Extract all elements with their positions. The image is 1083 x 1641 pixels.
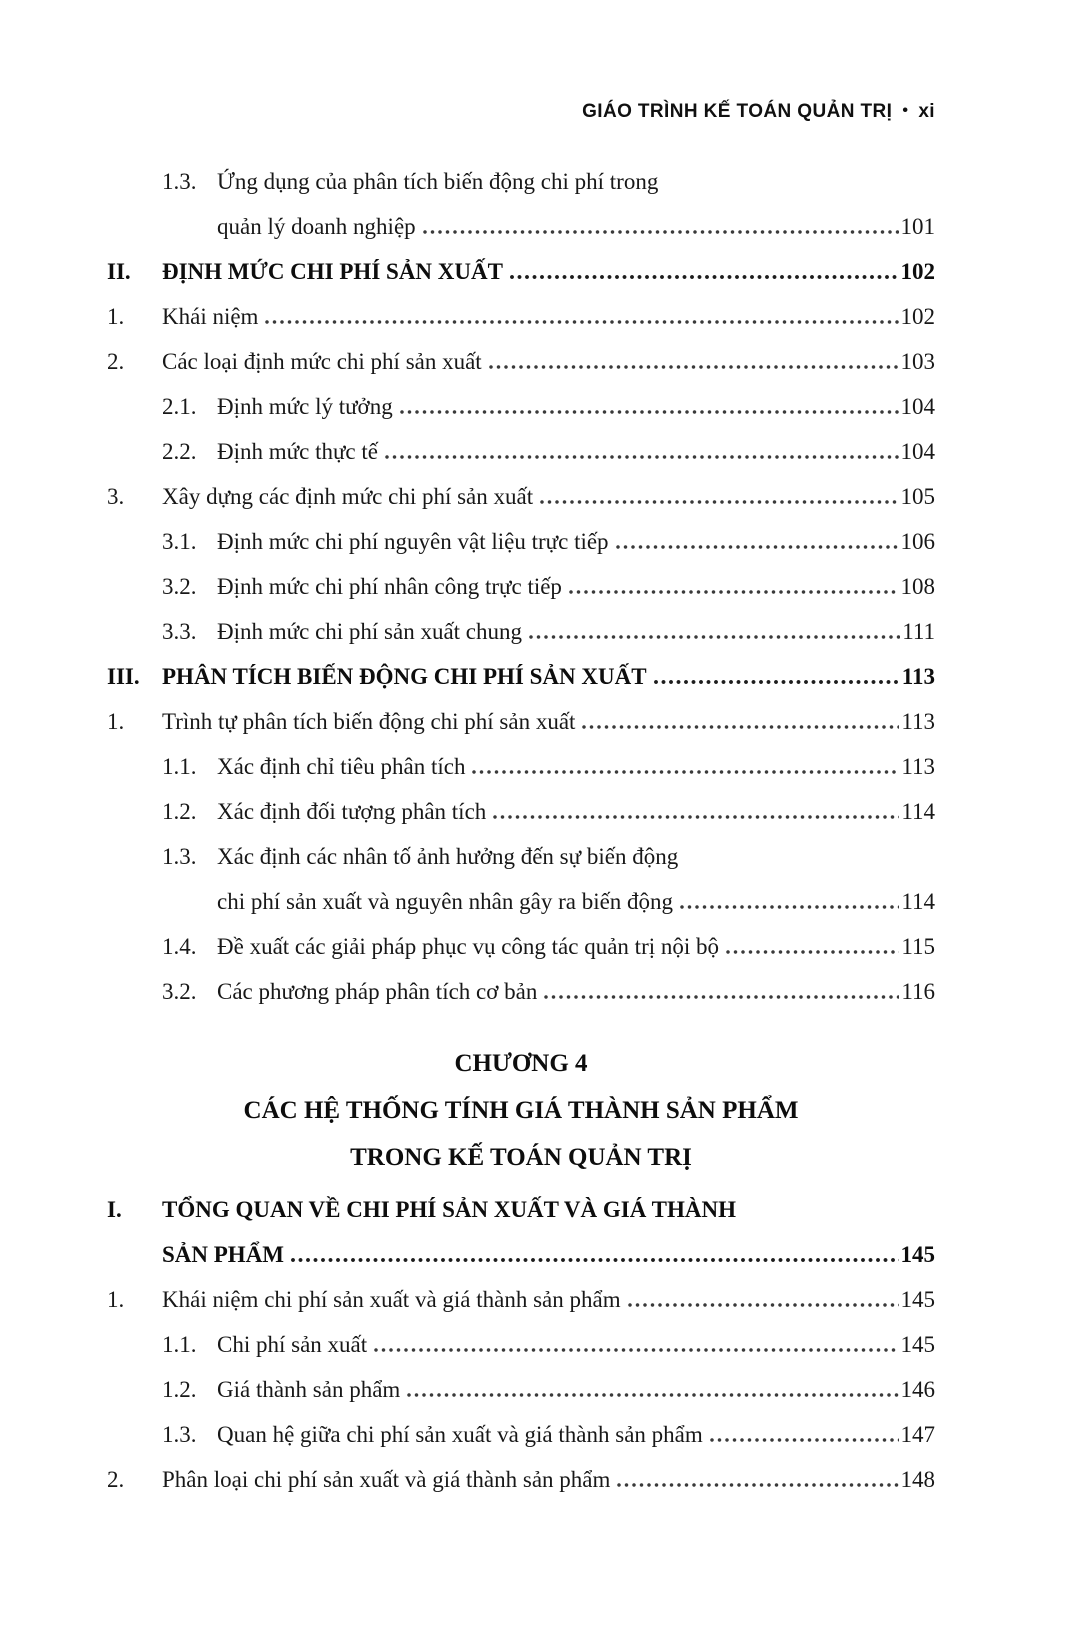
toc-entry-number: 3.2. [162,979,197,1004]
toc-entry [107,294,935,339]
toc-entry-number: 1. [107,1287,125,1312]
toc-entry-number: I. [107,1197,122,1222]
toc-entry [107,249,935,294]
toc-entry-line [162,249,935,294]
toc-entry-line [217,1322,935,1367]
toc-entry-content [217,834,935,924]
dot-leader [680,905,899,909]
toc-entry-number: 1.2. [162,799,197,824]
toc-entry-page: 101 [900,214,935,239]
toc-entry [162,159,935,249]
chapter-number: CHƯƠNG 4 [454,1050,588,1077]
toc-entry-page: 113 [901,709,935,734]
toc-entry-line [162,339,935,384]
toc-entry-number: 3. [107,484,125,509]
dot-leader [654,680,900,684]
toc-entry-content [217,789,935,834]
toc-entry-line [162,474,935,519]
toc-entry [162,969,935,1014]
toc-entry [107,654,935,699]
toc-entry [162,924,935,969]
dot-leader [510,275,899,279]
dot-leader [423,230,899,234]
toc-entry [162,789,935,834]
toc-entry-number: 1.2. [162,1377,197,1402]
toc-entry-page: 108 [900,574,935,599]
toc-entry-number: 2.1. [162,394,197,419]
running-header [107,100,935,125]
toc-entry-content [162,474,935,519]
toc-entry [162,744,935,789]
toc-entry-text: Khái niệm chi phí sản xuất và giá thành sản phẩm [162,1287,621,1312]
toc-entry-content [217,519,935,564]
toc-entry-page: 145 [900,1332,935,1357]
toc-entry [162,1412,935,1457]
toc-entry-page: 104 [900,394,935,419]
toc-entry-content [217,609,935,654]
toc-entry-text: quản lý doanh nghiệp [217,214,416,239]
toc-entry-line [162,1457,935,1502]
toc-list-chapter3 [107,159,935,1014]
dot-leader [472,770,899,774]
toc-entry-line [217,159,935,204]
toc-entry [107,474,935,519]
toc-entry-number: II. [107,259,131,284]
book-title: GIÁO TRÌNH KẾ TOÁN QUẢN TRỊ [582,101,893,122]
toc-entry-text: Xác định đối tượng phân tích [217,799,487,824]
toc-entry-content [162,699,935,744]
toc-entry-number: 1.4. [162,934,197,959]
toc-entry-line [162,1277,935,1322]
toc-entry-content [217,969,935,1014]
toc-entry-line [217,609,935,654]
toc-entry [162,1322,935,1367]
dot-leader [710,1438,899,1442]
toc-entry-page: 147 [900,1422,935,1447]
toc-entry-page: 116 [901,979,935,1004]
dot-leader [291,1258,898,1262]
toc-list-chapter4 [107,1187,935,1502]
toc-entry-line [217,384,935,429]
toc-entry [162,609,935,654]
toc-entry-text: Định mức chi phí sản xuất chung [217,619,523,644]
toc-entry-number: 2. [107,1467,125,1492]
toc-entry [107,339,935,384]
toc-entry-line [217,429,935,474]
toc-entry-number: 2.2. [162,439,197,464]
toc-entry-text: Giá thành sản phẩm [217,1377,401,1402]
toc-entry-text: PHÂN TÍCH BIẾN ĐỘNG CHI PHÍ SẢN XUẤT [162,664,647,689]
toc-entry-text: SẢN PHẨM [162,1242,285,1267]
toc-entry-page: 103 [900,349,935,374]
dot-leader [628,1303,899,1307]
dot-leader [529,635,900,639]
toc-entry-text: Phân loại chi phí sản xuất và giá thành sản phẩm [162,1467,611,1492]
toc-entry-number: 3.3. [162,619,197,644]
toc-entry-line [217,924,935,969]
dot-leader [540,500,898,504]
toc-entry-text: Ứng dụng của phân tích biến động chi phí trong [217,169,659,194]
toc-entry-content [217,429,935,474]
dot-leader [493,815,899,819]
toc-entry-line [162,654,935,699]
toc-entry-content [162,654,935,699]
toc-entry-text: ĐỊNH MỨC CHI PHÍ SẢN XUẤT [162,259,503,284]
toc-entry-content [162,294,935,339]
toc-entry-line [217,834,935,879]
dot-leader [582,725,899,729]
toc-entry-text: TỔNG QUAN VỀ CHI PHÍ SẢN XUẤT VÀ GIÁ THÀNH [162,1197,737,1222]
dot-leader [569,590,899,594]
dot-leader [265,320,898,324]
toc-entry-line [217,969,935,1014]
toc-entry-text: Khái niệm [162,304,259,329]
toc-entry-text: Xác định các nhân tố ảnh hưởng đến sự biến động [217,844,679,869]
toc-entry-content [217,1412,935,1457]
toc-entry-number: 1. [107,709,125,734]
toc-entry [162,429,935,474]
toc-entry-page: 111 [902,619,935,644]
toc-entry-number: 3.1. [162,529,197,554]
toc-entry-line [217,204,935,249]
toc-entry-text: Định mức lý tưởng [217,394,393,419]
toc-entry [162,834,935,924]
toc-entry-number: III. [107,664,140,689]
toc-entry-number: 1.1. [162,1332,197,1357]
toc-entry-number: 1.1. [162,754,197,779]
toc-entry-number: 1.3. [162,1422,197,1447]
toc-entry-text: Đề xuất các giải pháp phục vụ công tác quản trị nội bộ [217,934,720,959]
toc-entry [107,1457,935,1502]
toc-entry-line [162,699,935,744]
toc-entry-text: Chi phí sản xuất [217,1332,368,1357]
toc-entry-line [217,744,935,789]
toc-entry-page: 104 [900,439,935,464]
toc-entry-text: Các loại định mức chi phí sản xuất [162,349,482,374]
toc-entry-content [217,159,935,249]
dot-leader [489,365,899,369]
dot-leader [726,950,899,954]
toc-entry-text: Định mức chi phí nhân công trực tiếp [217,574,562,599]
toc-entry [162,1367,935,1412]
toc-entry-content [217,564,935,609]
dot-leader [544,995,899,999]
dot-leader [407,1393,898,1397]
toc-entry-text: Xác định chỉ tiêu phân tích [217,754,466,779]
toc-entry-line [217,519,935,564]
toc-entry-content [162,339,935,384]
header-page-number: xi [918,101,935,122]
toc-entry [162,564,935,609]
toc-entry-text: Định mức chi phí nguyên vật liệu trực tiếp [217,529,609,554]
toc-entry-line [217,564,935,609]
toc-entry-line [217,879,935,924]
toc-entry-page: 145 [900,1287,935,1312]
toc-entry-page: 145 [900,1242,935,1267]
toc-entry-content [217,1322,935,1367]
dot-leader [374,1348,898,1352]
toc-entry-line [162,1187,935,1232]
toc-entry-page: 102 [900,259,935,284]
toc-entry-text: Trình tự phân tích biến động chi phí sản xuất [162,709,576,734]
toc-entry-page: 114 [901,799,935,824]
toc-entry-line [217,1367,935,1412]
toc-entry-content [162,1277,935,1322]
toc-entry-content [162,1187,935,1277]
toc-entry-line [162,1232,935,1277]
toc-entry-page: 102 [900,304,935,329]
chapter-heading [107,1040,935,1181]
toc-entry [107,1187,935,1277]
toc-entry-number: 1.3. [162,844,197,869]
toc-entry-content [217,924,935,969]
toc-entry-number: 2. [107,349,125,374]
toc-entry-page: 148 [900,1467,935,1492]
dot-leader [385,455,899,459]
toc-entry-content [217,744,935,789]
toc-entry-line [217,1412,935,1457]
dot-leader [400,410,899,414]
toc-entry-page: 114 [901,889,935,914]
toc-entry-page: 113 [901,754,935,779]
toc-entry-line [162,294,935,339]
toc-entry-text: Các phương pháp phân tích cơ bản [217,979,538,1004]
toc-entry-page: 105 [900,484,935,509]
toc-entry-number: 1. [107,304,125,329]
toc-entry-page: 146 [900,1377,935,1402]
toc-entry-content [217,384,935,429]
toc-entry-number: 3.2. [162,574,197,599]
toc-entry-text: chi phí sản xuất và nguyên nhân gây ra biến động [217,889,674,914]
chapter-title-line-1: CÁC HỆ THỐNG TÍNH GIÁ THÀNH SẢN PHẨM [243,1097,799,1124]
toc-entry-text: Quan hệ giữa chi phí sản xuất và giá thành sản phẩm [217,1422,703,1447]
toc-entry [162,519,935,564]
toc-entry-text: Định mức thực tế [217,439,378,464]
header-separator-dot: • [902,102,909,119]
toc-entry [107,699,935,744]
toc-entry-content [162,249,935,294]
toc-entry-page: 113 [901,664,935,689]
toc-entry-page: 106 [900,529,935,554]
toc-entry-content [162,1457,935,1502]
toc-entry [162,384,935,429]
toc-entry-number: 1.3. [162,169,197,194]
toc-entry-page: 115 [901,934,935,959]
chapter-title-line-2: TRONG KẾ TOÁN QUẢN TRỊ [350,1144,692,1171]
toc-entry-line [217,789,935,834]
toc-entry-text: Xây dựng các định mức chi phí sản xuất [162,484,534,509]
dot-leader [617,1483,898,1487]
toc-entry [107,1277,935,1322]
toc-entry-content [217,1367,935,1412]
dot-leader [616,545,899,549]
